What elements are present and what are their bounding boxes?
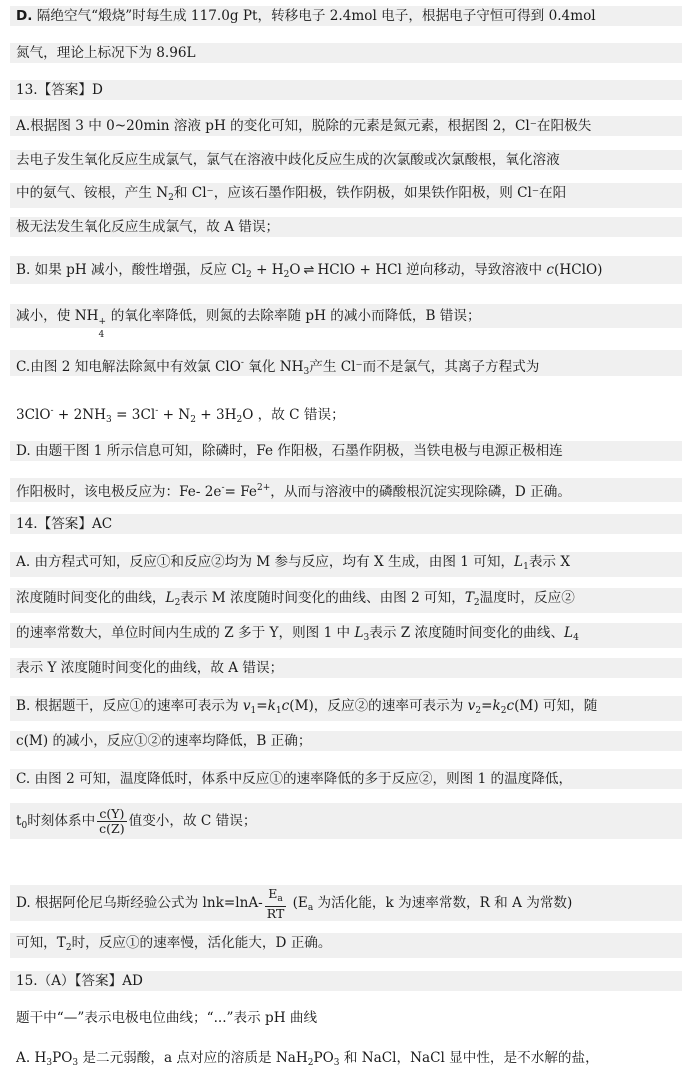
text-line: C. 由图 2 可知，温度降低时，体系中反应①的速率降低的多于反应②，则图 1 的温度降低， xyxy=(10,769,682,789)
text-line: 氮气，理论上标况下为 8.96L xyxy=(10,43,682,63)
text-line: D. 隔绝空气“煅烧”时每生成 117.0g Pt，转移电子 2.4mol 电子，根据电子守恒可得到 0.4mol xyxy=(10,6,682,26)
text-line: 中的氨气、铵根，产生 $N_2$和 Cl⁻，应该石墨作阳极，铁作阴极，如果铁作阳极，则 Cl⁻在阳 xyxy=(10,183,682,208)
text-line-with-fraction: $t_0$时刻体系中 $\frac{c(Y)}{c(Z)}$ 值变小，故 C 错误； xyxy=(10,803,682,839)
ionic-equation: $3ClO^- + 2NH_3 = 3Cl^- + N_2 + 3H_2O$ ，故 C 错误； xyxy=(16,406,345,425)
text-line-with-fraction: D. 根据阿伦尼乌斯经验公式为 lnk=lnA- $\frac{E_a}{RT}$ ($E_a$ 为活化能，k 为速率常数，R 和 A 为常数) xyxy=(10,885,682,921)
answer-heading-15: 15.（A）【答案】AD xyxy=(10,971,682,991)
text-line: A. $H_3PO_3$ 是二元弱酸，a 点对应的溶质是 $NaH_2PO_3$ 和 NaCl，NaCl 显中性，是不水解的盐， xyxy=(16,1050,599,1068)
text-line: 题干中“—”表示电极电位曲线；“...”表示 pH 曲线 xyxy=(16,1010,318,1026)
answer-heading-14: 14.【答案】AC xyxy=(10,514,682,534)
text-line: 极无法发生氧化反应生成氯气，故 A 错误； xyxy=(10,217,682,237)
text-line: c(M) 的减小，反应①②的速率均降低，B 正确； xyxy=(10,731,682,751)
text-line: 的速率常数大，单位时间内生成的 Z 多于 Y，则图 1 中 $L_3$表示 Z 浓度随时间变化的曲线、$L_4$ xyxy=(10,623,682,648)
text-line: 浓度随时间变化的曲线，$L_2$表示 M 浓度随时间变化的曲线、由图 2 可知，$T_2$温度时，反应② xyxy=(10,588,682,613)
text-line: D. 由题干图 1 所示信息可知，除磷时，Fe 作阳极，石墨作阴极，当铁电极与电源正极相连 xyxy=(10,441,682,461)
text-line: 减小，使 NH + 4 的氧化率降低，则氮的去除率随 pH 的减小而降低，B 错误； xyxy=(10,304,682,328)
answer-heading-13: 13.【答案】D xyxy=(10,80,682,100)
text-line: A.根据图 3 中 0~20min 溶液 pH 的变化可知，脱除的元素是氮元素，根据图 2，Cl⁻在阳极失 xyxy=(10,116,682,136)
text-line: A. 由方程式可知，反应①和反应②均为 M 参与反应，均有 X 生成，由图 1 可知，$L_1$表示 X xyxy=(10,552,682,577)
text-line: 表示 Y 浓度随时间变化的曲线，故 A 错误； xyxy=(10,658,682,678)
text-line: C.由图 2 知电解法除氮中有效氯 ClO- 氧化 $NH_3$产生 Cl⁻而不是氯气，其离子方程式为 xyxy=(10,350,682,376)
text-line: 去电子发生氧化反应生成氯气，氯气在溶液中歧化反应生成的次氯酸或次氯酸根，氧化溶液 xyxy=(10,150,682,170)
text-line: 可知，$T_2$时，反应①的速率慢，活化能大，D 正确。 xyxy=(10,933,682,958)
fraction-ea-rt: $\frac{E_a}{RT}$ xyxy=(266,885,285,921)
equation-line: B. 如果 pH 减小，酸性增强，反应 $Cl_2 + H_2O$ ⇌ HClO + HCl 逆向移动，导致溶液中 c(HClO) xyxy=(10,256,682,284)
fraction-cy-cz: $\frac{c(Y)}{c(Z)}$ xyxy=(99,806,125,836)
text-line: 作阳极时，该电极反应为：Fe- $2e^-= Fe^{2+}$，从而与溶液中的磷酸根沉淀实现除磷，D 正确。 xyxy=(10,478,682,502)
text-line: B. 根据题干，反应①的速率可表示为 $v_1=k_1c(M)$，反应②的速率可表示为 $v_2=k_2c(M)$ 可知，随 xyxy=(10,696,682,721)
